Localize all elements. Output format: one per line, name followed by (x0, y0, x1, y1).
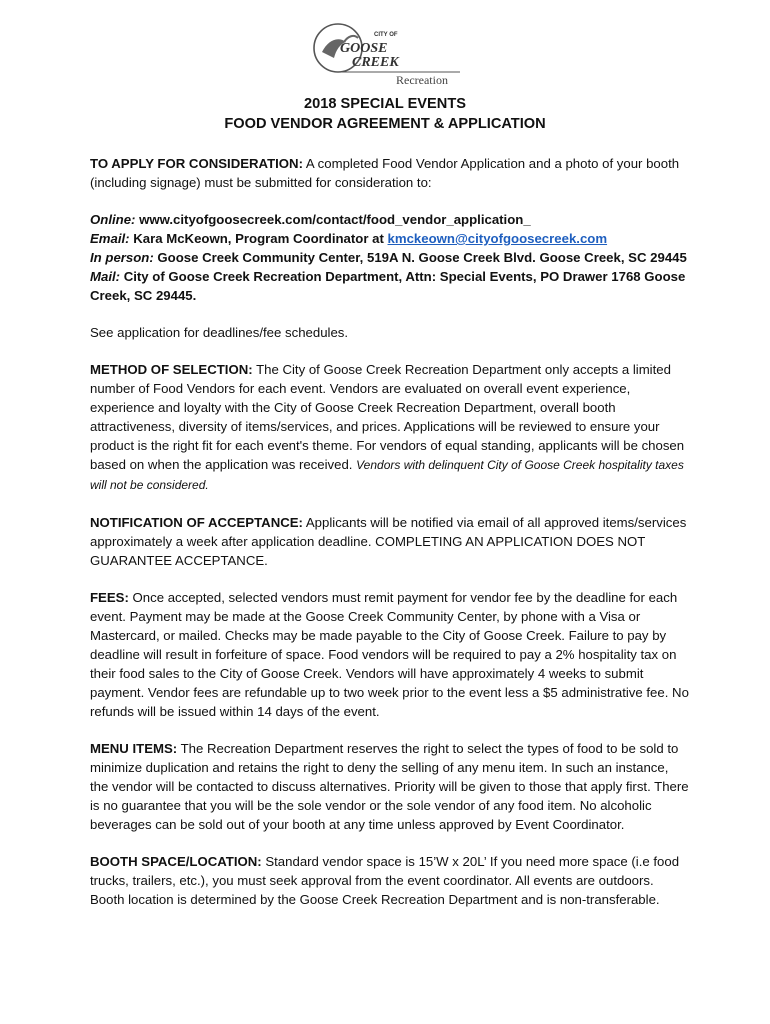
menu-label: MENU ITEMS: (90, 741, 178, 756)
apply-paragraph (90, 154, 690, 192)
inperson-label: In person: (90, 250, 154, 265)
fees-label: FEES: (90, 590, 129, 605)
menu-paragraph (90, 739, 690, 834)
inperson-value: Goose Creek Community Center, 519A N. Goose Creek Blvd. Goose Creek, SC 29445 (153, 250, 687, 265)
booth-text: Standard vendor space is 15’W x 20L’ If you need more space (i.e food trucks, trailers, etc.), you must seek approval from the event coordinator. All events are outdoors. Booth location is determined by the Goose Creek Recreation Department and is non-transferable. (90, 854, 680, 907)
contact-online (90, 210, 690, 229)
apply-label: TO APPLY FOR CONSIDERATION: (90, 156, 303, 171)
mail-label: Mail: (90, 269, 121, 284)
method-label: METHOD OF SELECTION: (90, 362, 253, 377)
contacts-block (90, 210, 690, 305)
method-note: Vendors with delinquent City of Goose Creek hospitality taxes will not be considered. (90, 458, 684, 492)
logo-name-line2: CREEK (352, 55, 399, 70)
fees-text: Once accepted, selected vendors must remit payment for vendor fee by the deadline for each event. Payment may be made at the Goose Creek Community Center, by phone with a Visa or Mastercard, or mailed. Checks may be made payable to the City of Goose Creek. Failure to pay by deadline will result in forfeiture of space. Food vendors will be required to pay a 2% hospitality tax on their food sales to the City of Goose Creek. Vendors will have approximately 4 weeks to submit payment. Vendor fees are refundable up to two week prior to the event less a $5 administrative fee. No refunds will be issued within 14 days of the event. (90, 590, 689, 719)
apply-text: A completed Food Vendor Application and a photo of your booth (including signage) must be submitted for consideration to: (90, 156, 680, 190)
email-value: Kara McKeown, Program Coordinator at (129, 231, 388, 246)
logo-city-of: CITY OF (374, 32, 398, 38)
booth-label: BOOTH SPACE/LOCATION: (90, 854, 262, 869)
document-title (0, 94, 770, 134)
email-label: Email: (90, 231, 130, 246)
contact-email (90, 229, 690, 248)
method-paragraph (90, 360, 690, 495)
document-body (90, 154, 690, 927)
contact-mail (90, 267, 690, 305)
method-text: The City of Goose Creek Recreation Department only accepts a limited number of Food Vendors for each event. Vendors are evaluated on overall event experience, experience and loyalty with the City of Goose Creek Recreation Department, overall booth attractiveness, diversity of items/services, and prices. Applications will be reviewed to ensure your product is the right fit for each event's theme. For vendors of equal standing, applicants will be chosen based on when the application was received. (90, 362, 685, 472)
deadlines-paragraph: See application for deadlines/fee schedules. (90, 325, 349, 340)
logo-subtitle: Recreation (396, 73, 448, 87)
mail-value: City of Goose Creek Recreation Department, Attn: Special Events, PO Drawer 1768 Goose Creek, SC 29445. (90, 269, 686, 303)
booth-paragraph (90, 852, 690, 909)
fees-paragraph (90, 588, 690, 721)
logo-name-line1: GOOSE (340, 41, 388, 56)
notification-text: Applicants will be notified via email of all approved items/services approximately a week after application deadline. COMPLETING AN APPLICATION DOES NOT GUARANTEE ACCEPTANCE. (90, 515, 687, 568)
email-link[interactable]: kmckeown@cityofgoosecreek.com (387, 231, 608, 246)
online-label: Online: (90, 212, 136, 227)
title-line-2: FOOD VENDOR AGREEMENT & APPLICATION (224, 116, 546, 132)
notification-paragraph (90, 513, 690, 570)
contact-in-person (90, 248, 690, 267)
online-value: www.cityofgoosecreek.com/contact/food_vendor_application_ (135, 212, 531, 227)
city-logo (304, 22, 464, 88)
menu-text: The Recreation Department reserves the right to select the types of food to be sold to minimize duplication and retains the right to deny the selling of any menu item. In such an instance, the vendor will be contacted to discuss alternatives. Priority will be given to those that apply first. There is no guarantee that you will be the sole vendor or the sole vendor of any food item. No alcoholic beverages can be sold out of your booth at any time unless approved by Event Coordinator. (90, 741, 689, 832)
notification-label: NOTIFICATION OF ACCEPTANCE: (90, 515, 303, 530)
title-line-1: 2018 SPECIAL EVENTS (304, 96, 466, 112)
